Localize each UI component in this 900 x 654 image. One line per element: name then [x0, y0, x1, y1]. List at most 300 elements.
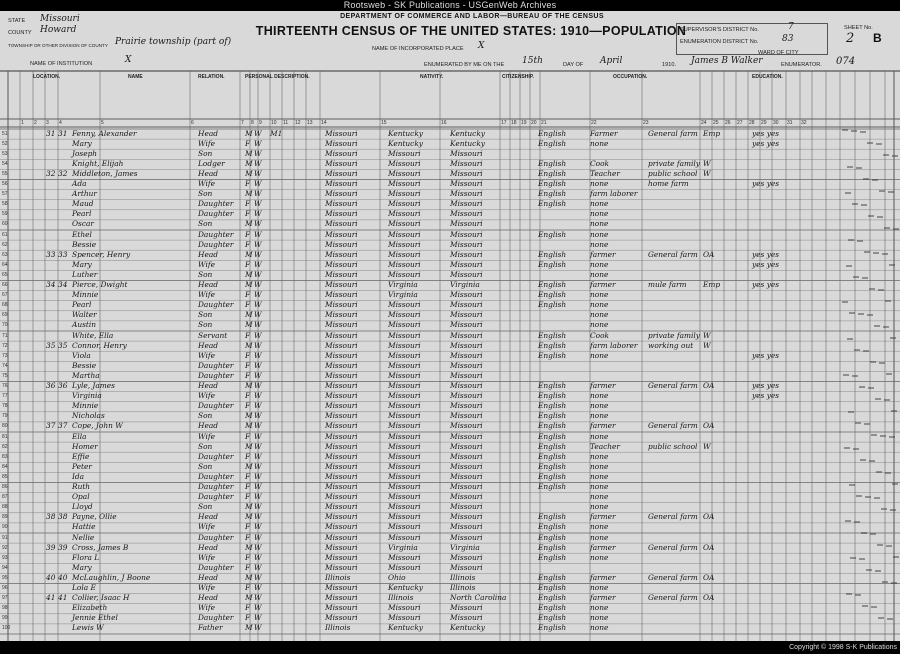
cell-mbirth: Missouri — [450, 370, 483, 380]
film-speck — [862, 605, 868, 607]
film-speck — [893, 228, 899, 230]
cell-lang: English — [538, 340, 567, 350]
census-sheet — [0, 11, 900, 641]
cell-rel: Daughter — [198, 209, 234, 219]
film-speck — [860, 459, 866, 461]
cell-birth: Missouri — [325, 401, 358, 411]
cell-lang: English — [538, 461, 567, 471]
film-speck — [860, 131, 866, 133]
film-speck — [877, 544, 883, 546]
film-speck — [884, 399, 890, 401]
cell-fbirth: Missouri — [388, 552, 421, 562]
film-speck — [892, 155, 898, 157]
column-number: 16 — [441, 120, 447, 126]
day-of-label: DAY OF — [563, 62, 584, 68]
cell-race: W — [254, 239, 262, 249]
cell-fbirth: Missouri — [388, 239, 421, 249]
cell-edu: yes yes — [752, 381, 780, 390]
cell-cls: W — [703, 158, 711, 168]
cell-name: Minnie — [72, 401, 99, 411]
cell-rel: Wife — [198, 552, 215, 562]
cell-birth: Missouri — [325, 542, 358, 552]
cell-ind: General farm — [648, 593, 698, 603]
cell-birth: Illinois — [325, 572, 351, 582]
cell-occ: none — [590, 623, 609, 633]
cell-race: W — [254, 310, 262, 320]
cell-race: W — [254, 280, 262, 289]
cell-birth: Missouri — [325, 330, 358, 340]
row-number: 56 — [2, 181, 8, 187]
cell-occ: farmer — [590, 421, 616, 431]
cell-lang: English — [538, 391, 567, 401]
row-number: 87 — [2, 494, 8, 501]
cell-name: Ida — [72, 471, 85, 481]
row-number: 55 — [2, 170, 8, 177]
state-label: STATE — [8, 18, 26, 24]
cell-rel: Daughter — [198, 401, 234, 411]
film-speck — [865, 496, 871, 498]
cell-sex: F — [245, 391, 251, 401]
film-speck — [881, 508, 887, 510]
film-speck — [856, 167, 862, 169]
cell-sex: M — [245, 320, 253, 330]
cell-birth: Missouri — [325, 249, 358, 259]
cell-birth: Missouri — [325, 138, 358, 148]
group-personal: PERSONAL DESCRIPTION. — [245, 74, 310, 80]
cell-sex: F — [245, 522, 251, 532]
film-speck — [879, 190, 885, 192]
cell-name: Pierce, Dwight — [72, 280, 128, 289]
column-number: 9 — [259, 120, 262, 126]
cell-rel: Father — [198, 623, 223, 633]
cell-race: W — [254, 158, 262, 168]
film-speck — [888, 191, 894, 193]
film-speck — [849, 484, 855, 486]
cell-race: W — [254, 421, 262, 431]
column-number: 7 — [241, 120, 244, 126]
film-speck — [858, 313, 864, 315]
cell-birth: Missouri — [325, 451, 358, 461]
cell-birth: Missouri — [325, 562, 358, 572]
cell-occ: none — [590, 310, 609, 320]
cell-rel: Daughter — [198, 482, 234, 491]
cell-mbirth: Missouri — [450, 239, 483, 249]
column-number: 17 — [501, 120, 507, 126]
column-number: 3 — [46, 120, 49, 126]
row-number: 75 — [2, 372, 8, 379]
cell-birth: Missouri — [325, 360, 358, 370]
cell-occ: none — [590, 209, 609, 219]
cell-rel: Son — [198, 411, 213, 421]
film-speck — [889, 264, 895, 266]
cell-sex: M — [245, 249, 253, 259]
sheet-number: 2 — [846, 31, 855, 46]
cell-occ: none — [590, 320, 609, 330]
cell-rel: Lodger — [198, 158, 225, 168]
cell-race: W — [254, 290, 262, 300]
cell-birth: Missouri — [325, 179, 358, 188]
cell-birth: Missouri — [325, 583, 358, 592]
cell-edu: yes yes — [752, 259, 780, 269]
cell-sex: F — [245, 350, 251, 360]
cell-sex: M — [245, 593, 253, 603]
cell-race: W — [254, 562, 262, 572]
row-number: 52 — [2, 140, 8, 147]
cell-name: Minnie — [72, 290, 99, 300]
row-number: 53 — [2, 150, 8, 157]
cell-fam: 41 — [58, 593, 68, 603]
cell-rel: Son — [198, 461, 213, 471]
cell-rel: Daughter — [198, 532, 234, 542]
film-speck — [845, 192, 851, 194]
cell-name: Ella — [72, 431, 87, 441]
cell-race: W — [254, 492, 262, 502]
column-number: 6 — [191, 120, 194, 126]
cell-fam: 34 — [58, 280, 68, 289]
cell-occ: farmer — [590, 280, 616, 289]
cell-occ: none — [590, 613, 609, 623]
row-number: 51 — [2, 130, 8, 137]
corner-mark: 074 — [836, 56, 856, 67]
cell-lang: English — [538, 158, 567, 168]
cell-sex: F — [245, 451, 251, 461]
cell-lang: English — [538, 542, 567, 552]
cell-rel: Son — [198, 310, 213, 320]
group-relation: RELATION. — [198, 74, 225, 80]
cell-sex: M — [245, 572, 253, 582]
cell-fbirth: Virginia — [388, 290, 418, 300]
cell-occ: none — [590, 401, 609, 411]
cell-race: W — [254, 623, 262, 633]
cell-cls: W — [703, 330, 711, 340]
cell-race: W — [254, 330, 262, 340]
cell-fam: 37 — [58, 421, 68, 431]
cell-cls: Emp — [703, 280, 721, 289]
film-speck — [889, 436, 895, 438]
cell-rel: Daughter — [198, 370, 234, 380]
film-speck — [869, 460, 875, 462]
census-year: 1910. — [662, 62, 676, 68]
row-number: 88 — [2, 504, 8, 511]
ward-label: WARD OF CITY — [758, 50, 799, 56]
film-speck — [871, 434, 877, 436]
column-number: 25 — [713, 120, 719, 126]
cell-cls: W — [703, 340, 711, 350]
column-number: 1 — [21, 120, 24, 126]
film-speck — [844, 447, 850, 449]
cell-fam: 35 — [58, 340, 68, 350]
cell-sex: M — [245, 461, 253, 471]
cell-occ: none — [590, 199, 609, 209]
film-speck — [847, 166, 853, 168]
cell-sex: M — [245, 269, 253, 279]
column-number: 8 — [251, 120, 254, 126]
cell-fbirth: Missouri — [388, 522, 421, 532]
cell-dw: 35 — [46, 340, 56, 350]
cell-sex: F — [245, 138, 251, 148]
cell-occ: Teacher — [590, 441, 620, 451]
cell-rel: Daughter — [198, 471, 234, 481]
cell-fam: 33 — [58, 249, 68, 259]
cell-mbirth: Missouri — [450, 340, 483, 350]
cell-sex: F — [245, 532, 251, 542]
cell-name: Elizabeth — [72, 603, 108, 613]
cell-mbirth: Missouri — [450, 471, 483, 481]
cell-sex: M — [245, 310, 253, 320]
cell-sex: F — [245, 562, 251, 572]
cell-fbirth: Kentucky — [388, 138, 423, 148]
cell-sex: F — [245, 259, 251, 269]
cell-occ: none — [590, 482, 609, 491]
film-speck — [879, 362, 885, 364]
cell-ind: General farm — [648, 542, 698, 552]
cell-race: W — [254, 583, 262, 592]
cell-occ: none — [590, 239, 609, 249]
film-speck — [870, 361, 876, 363]
cell-race: W — [254, 431, 262, 441]
cell-name: Lewis W — [72, 623, 104, 633]
copyright-notice: Copyright © 1998 S-K Publications — [789, 644, 897, 651]
film-speck — [883, 154, 889, 156]
row-number: 73 — [2, 352, 8, 359]
cell-mbirth: Missouri — [450, 350, 483, 360]
cell-birth: Missouri — [325, 512, 358, 522]
cell-fbirth: Kentucky — [388, 623, 423, 633]
cell-birth: Missouri — [325, 310, 358, 320]
cell-fbirth: Missouri — [388, 613, 421, 623]
cell-race: W — [254, 138, 262, 148]
cell-rel: Head — [198, 512, 218, 522]
cell-sex: F — [245, 401, 251, 411]
township-value: Prairie township (part of) — [115, 37, 232, 47]
cell-rel: Wife — [198, 179, 215, 188]
cell-rel: Head — [198, 572, 218, 582]
film-speck — [854, 349, 860, 351]
cell-rel: Wife — [198, 522, 215, 532]
cell-name: Luther — [72, 269, 98, 279]
cell-sex: F — [245, 360, 251, 370]
cell-name: Viola — [72, 350, 91, 360]
cell-birth: Missouri — [325, 411, 358, 421]
cell-sex: F — [245, 330, 251, 340]
cell-occ: none — [590, 259, 609, 269]
cell-fbirth: Kentucky — [388, 128, 423, 138]
cell-birth: Missouri — [325, 593, 358, 603]
row-number: 71 — [2, 332, 8, 339]
film-speck — [891, 410, 897, 412]
cell-occ: farm laborer — [590, 189, 638, 199]
row-number: 57 — [2, 191, 8, 198]
column-number: 31 — [787, 120, 793, 126]
film-speck — [852, 203, 858, 205]
cell-dw: 40 — [46, 572, 56, 582]
cell-ind: General farm — [648, 421, 698, 431]
cell-fbirth: Missouri — [388, 401, 421, 411]
cell-sex: F — [245, 179, 251, 188]
film-speck — [892, 483, 898, 485]
cell-birth: Missouri — [325, 219, 358, 229]
cell-name: Pearl — [72, 300, 92, 310]
cell-birth: Missouri — [325, 269, 358, 279]
film-speck — [854, 521, 860, 523]
cell-ind: General farm — [648, 128, 698, 138]
cell-fbirth: Ohio — [388, 572, 406, 582]
cell-fam: 40 — [58, 572, 68, 582]
row-number: 54 — [2, 160, 8, 167]
cell-rel: Wife — [198, 259, 215, 269]
row-number: 67 — [2, 292, 8, 299]
cell-name: Ruth — [72, 482, 91, 491]
cell-fbirth: Missouri — [388, 229, 421, 239]
film-speck — [873, 252, 879, 254]
cell-rel: Son — [198, 148, 213, 158]
row-number: 100 — [2, 625, 11, 632]
cell-race: W — [254, 542, 262, 552]
row-number: 78 — [2, 403, 8, 410]
cell-mbirth: Missouri — [450, 179, 483, 188]
film-speck — [843, 374, 849, 376]
film-speck — [853, 448, 859, 450]
cell-ind: General farm — [648, 512, 698, 522]
cell-rel: Servant — [198, 330, 228, 340]
cell-fbirth: Kentucky — [388, 583, 423, 592]
cell-lang: English — [538, 128, 567, 138]
cell-occ: none — [590, 502, 609, 512]
cell-mbirth: Kentucky — [450, 138, 485, 148]
cell-mbirth: Missouri — [450, 290, 483, 300]
cell-rel: Daughter — [198, 199, 234, 209]
cell-fbirth: Missouri — [388, 502, 421, 512]
cell-birth: Missouri — [325, 522, 358, 532]
cell-fam: 38 — [58, 512, 68, 522]
row-number: 58 — [2, 201, 8, 208]
cell-occ: Cook — [590, 158, 610, 168]
cell-race: W — [254, 320, 262, 330]
cell-lang: English — [538, 330, 567, 340]
cell-occ: none — [590, 583, 609, 592]
cell-mbirth: Missouri — [450, 300, 483, 310]
cell-lang: English — [538, 593, 567, 603]
cell-lang: English — [538, 300, 567, 310]
cell-ind: public school — [648, 441, 698, 451]
cell-mbirth: Missouri — [450, 360, 483, 370]
cell-occ: Farmer — [590, 128, 618, 138]
cell-race: W — [254, 179, 262, 188]
cell-mbirth: Missouri — [450, 229, 483, 239]
cell-rel: Head — [198, 542, 218, 552]
cell-sex: M — [245, 441, 253, 451]
cell-rel: Wife — [198, 350, 215, 360]
film-speck — [864, 251, 870, 253]
cell-fbirth: Missouri — [388, 411, 421, 421]
cell-fbirth: Missouri — [388, 350, 421, 360]
cell-sex: M — [245, 158, 253, 168]
cell-occ: farmer — [590, 381, 616, 390]
cell-occ: none — [590, 411, 609, 421]
film-speck — [890, 509, 896, 511]
cell-ind: General farm — [648, 249, 698, 259]
cell-lang: English — [538, 280, 567, 289]
cell-occ: farmer — [590, 572, 616, 582]
cell-occ: none — [590, 138, 609, 148]
cell-rel: Son — [198, 219, 213, 229]
cell-fbirth: Illinois — [388, 593, 414, 603]
cell-race: W — [254, 441, 262, 451]
cell-lang: English — [538, 249, 567, 259]
cell-mbirth: Missouri — [450, 249, 483, 259]
cell-lang: English — [538, 431, 567, 441]
cell-sex: F — [245, 290, 251, 300]
cell-rel: Head — [198, 280, 218, 289]
cell-name: Martha — [72, 370, 100, 380]
row-number: 59 — [2, 211, 8, 218]
cell-race: W — [254, 522, 262, 532]
column-number: 12 — [295, 120, 301, 126]
cell-occ: none — [590, 522, 609, 532]
township-label: TOWNSHIP OR OTHER DIVISION OF COUNTY — [8, 43, 108, 48]
cell-lang: English — [538, 552, 567, 562]
cell-edu: yes yes — [752, 249, 780, 259]
cell-mbirth: Missouri — [450, 552, 483, 562]
film-speck — [864, 423, 870, 425]
film-speck — [856, 495, 862, 497]
cell-name: Effie — [72, 451, 90, 461]
cell-race: W — [254, 603, 262, 613]
cell-name: Pearl — [72, 209, 92, 219]
cell-sex: F — [245, 209, 251, 219]
row-number: 86 — [2, 484, 8, 490]
cell-race: W — [254, 471, 262, 481]
cell-mbirth: Missouri — [450, 158, 483, 168]
film-speck — [847, 338, 853, 340]
cell-birth: Missouri — [325, 239, 358, 249]
cell-occ: none — [590, 179, 609, 188]
column-number: 14 — [321, 120, 327, 126]
sheet-label: SHEET No. — [844, 25, 873, 31]
cell-rel: Daughter — [198, 239, 234, 249]
cell-cls: W — [703, 441, 711, 451]
cell-mbirth: North Carolina — [450, 593, 507, 603]
cell-rel: Head — [198, 593, 218, 603]
cell-birth: Missouri — [325, 381, 358, 390]
cell-rel: Wife — [198, 290, 215, 300]
cell-fbirth: Missouri — [388, 269, 421, 279]
cell-fam: 39 — [58, 542, 68, 552]
cell-rel: Head — [198, 381, 218, 390]
cell-name: Nicholas — [72, 411, 105, 421]
film-speck — [878, 617, 884, 619]
cell-sex: F — [245, 431, 251, 441]
row-number: 68 — [2, 302, 8, 309]
cell-fbirth: Missouri — [388, 360, 421, 370]
cell-fbirth: Virginia — [388, 542, 418, 552]
cell-cls: W — [703, 168, 711, 178]
cell-occ: none — [590, 229, 609, 239]
film-speck — [867, 142, 873, 144]
column-number: 10 — [271, 120, 277, 126]
cell-lang: English — [538, 381, 567, 390]
cell-fbirth: Missouri — [388, 310, 421, 320]
film-speck — [882, 581, 888, 583]
cell-sex: M — [245, 148, 253, 158]
cell-birth: Missouri — [325, 603, 358, 613]
row-number: 66 — [2, 282, 8, 288]
cell-mbirth: Missouri — [450, 421, 483, 431]
film-speck — [876, 471, 882, 473]
cell-sex: M — [245, 189, 253, 199]
row-number: 99 — [2, 615, 8, 622]
cell-birth: Missouri — [325, 350, 358, 360]
